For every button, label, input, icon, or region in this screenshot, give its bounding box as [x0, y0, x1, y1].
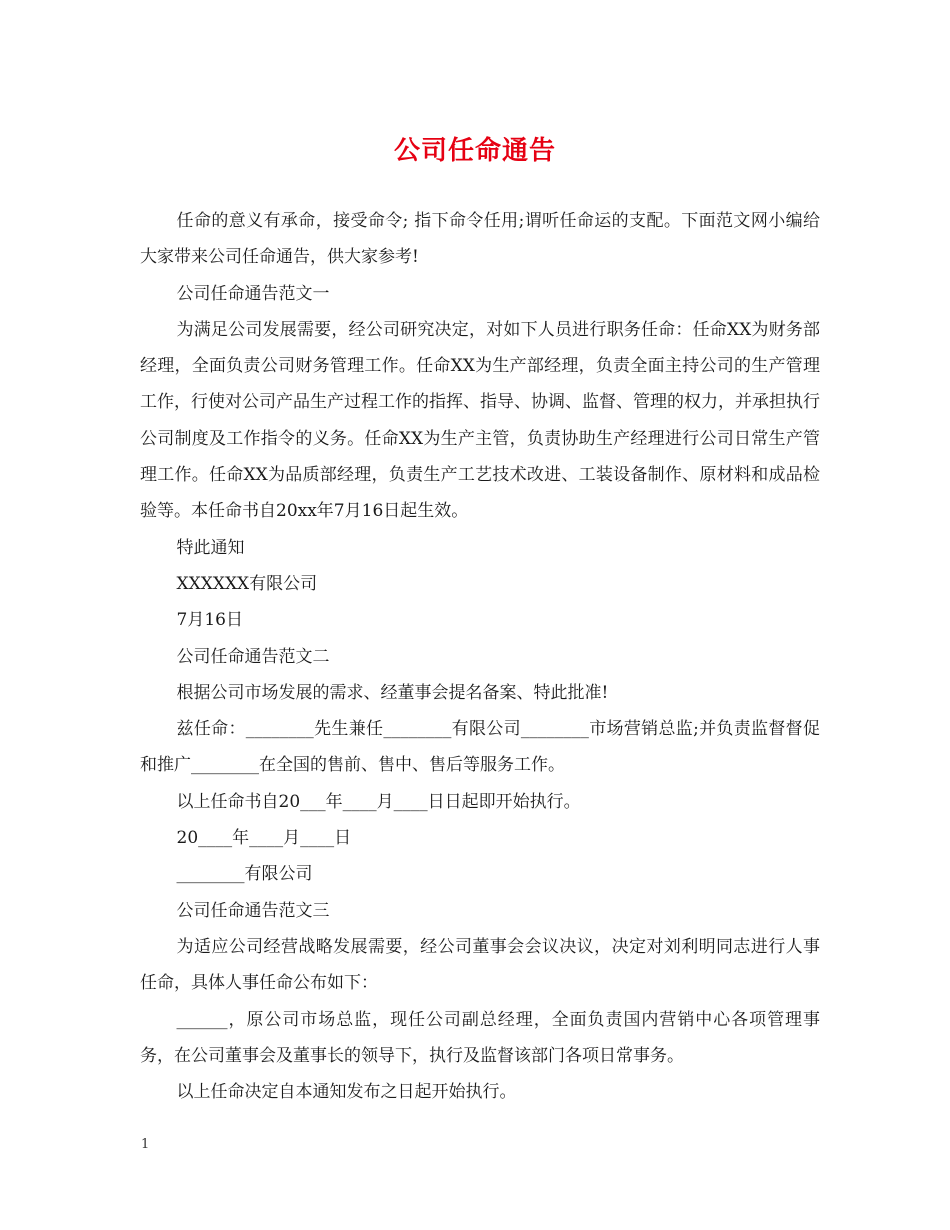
- document-body: [140, 203, 820, 1110]
- section-heading-2: 公司任命通告范文二: [176, 646, 330, 667]
- paragraph-appointments: 为满足公司发展需要，经公司研究决定，对如下人员进行职务任命：任命XX为财务部经理，全面负责公司财务管理工作。任命XX为生产部经理，负责全面主持公司的生产管理工作，行使对公司产品生产过程工作的指挥、指导、协调、监督、管理的权力，并承担执行公司制度及工作指令的义务。任命XX为生产主管，负责协助生产经理进行公司日常生产管理工作。任命XX为品质部经理，负责生产工艺技术改进、工装设备制作、原材料和成品检验等。本任命书自20xx年7月16日起生效。: [140, 319, 820, 522]
- section-heading-1: 公司任命通告范文一: [176, 283, 330, 304]
- paragraph-approval: 根据公司市场发展的需求、经董事会提名备案、特此批准!: [176, 682, 609, 703]
- paragraph-intro: 任命的意义有承命，接受命令; 指下命令任用;谓听任命运的支配。下面范文网小编给大家带来公司任命通告，供大家参考!: [140, 211, 820, 268]
- paragraph-effective: 以上任命书自20___年____月____日日起即开始执行。: [176, 791, 581, 812]
- paragraph-appointment-template: 兹任命：________先生兼任________有限公司________市场营销总监;并负责监督督促和推广________在全国的售前、售中、售后等服务工作。: [140, 719, 820, 776]
- document-title: 公司任命通告: [393, 136, 556, 166]
- section-heading-3: 公司任命通告范文三: [176, 900, 330, 921]
- paragraph-strategy: 为适应公司经营战略发展需要，经公司董事会会议决议，决定对刘利明同志进行人事任命，具体人事任命公布如下：: [140, 936, 820, 994]
- paragraph-date-blank: 20____年____月____日: [176, 828, 352, 849]
- paragraph-company-blank: ________有限公司: [176, 864, 313, 885]
- paragraph-notice: 特此通知: [176, 537, 245, 558]
- paragraph-execution: 以上任命决定自本通知发布之日起开始执行。: [176, 1082, 517, 1103]
- page-number: 1: [141, 1137, 150, 1152]
- paragraph-vice-manager: ______，原公司市场总监，现任公司副总经理，全面负责国内营销中心各项管理事务，在公司董事会及董事长的领导下，执行及监督该部门各项日常事务。: [140, 1009, 820, 1066]
- paragraph-company: XXXXXX有限公司: [176, 573, 318, 594]
- paragraph-date: 7月16日: [176, 610, 243, 631]
